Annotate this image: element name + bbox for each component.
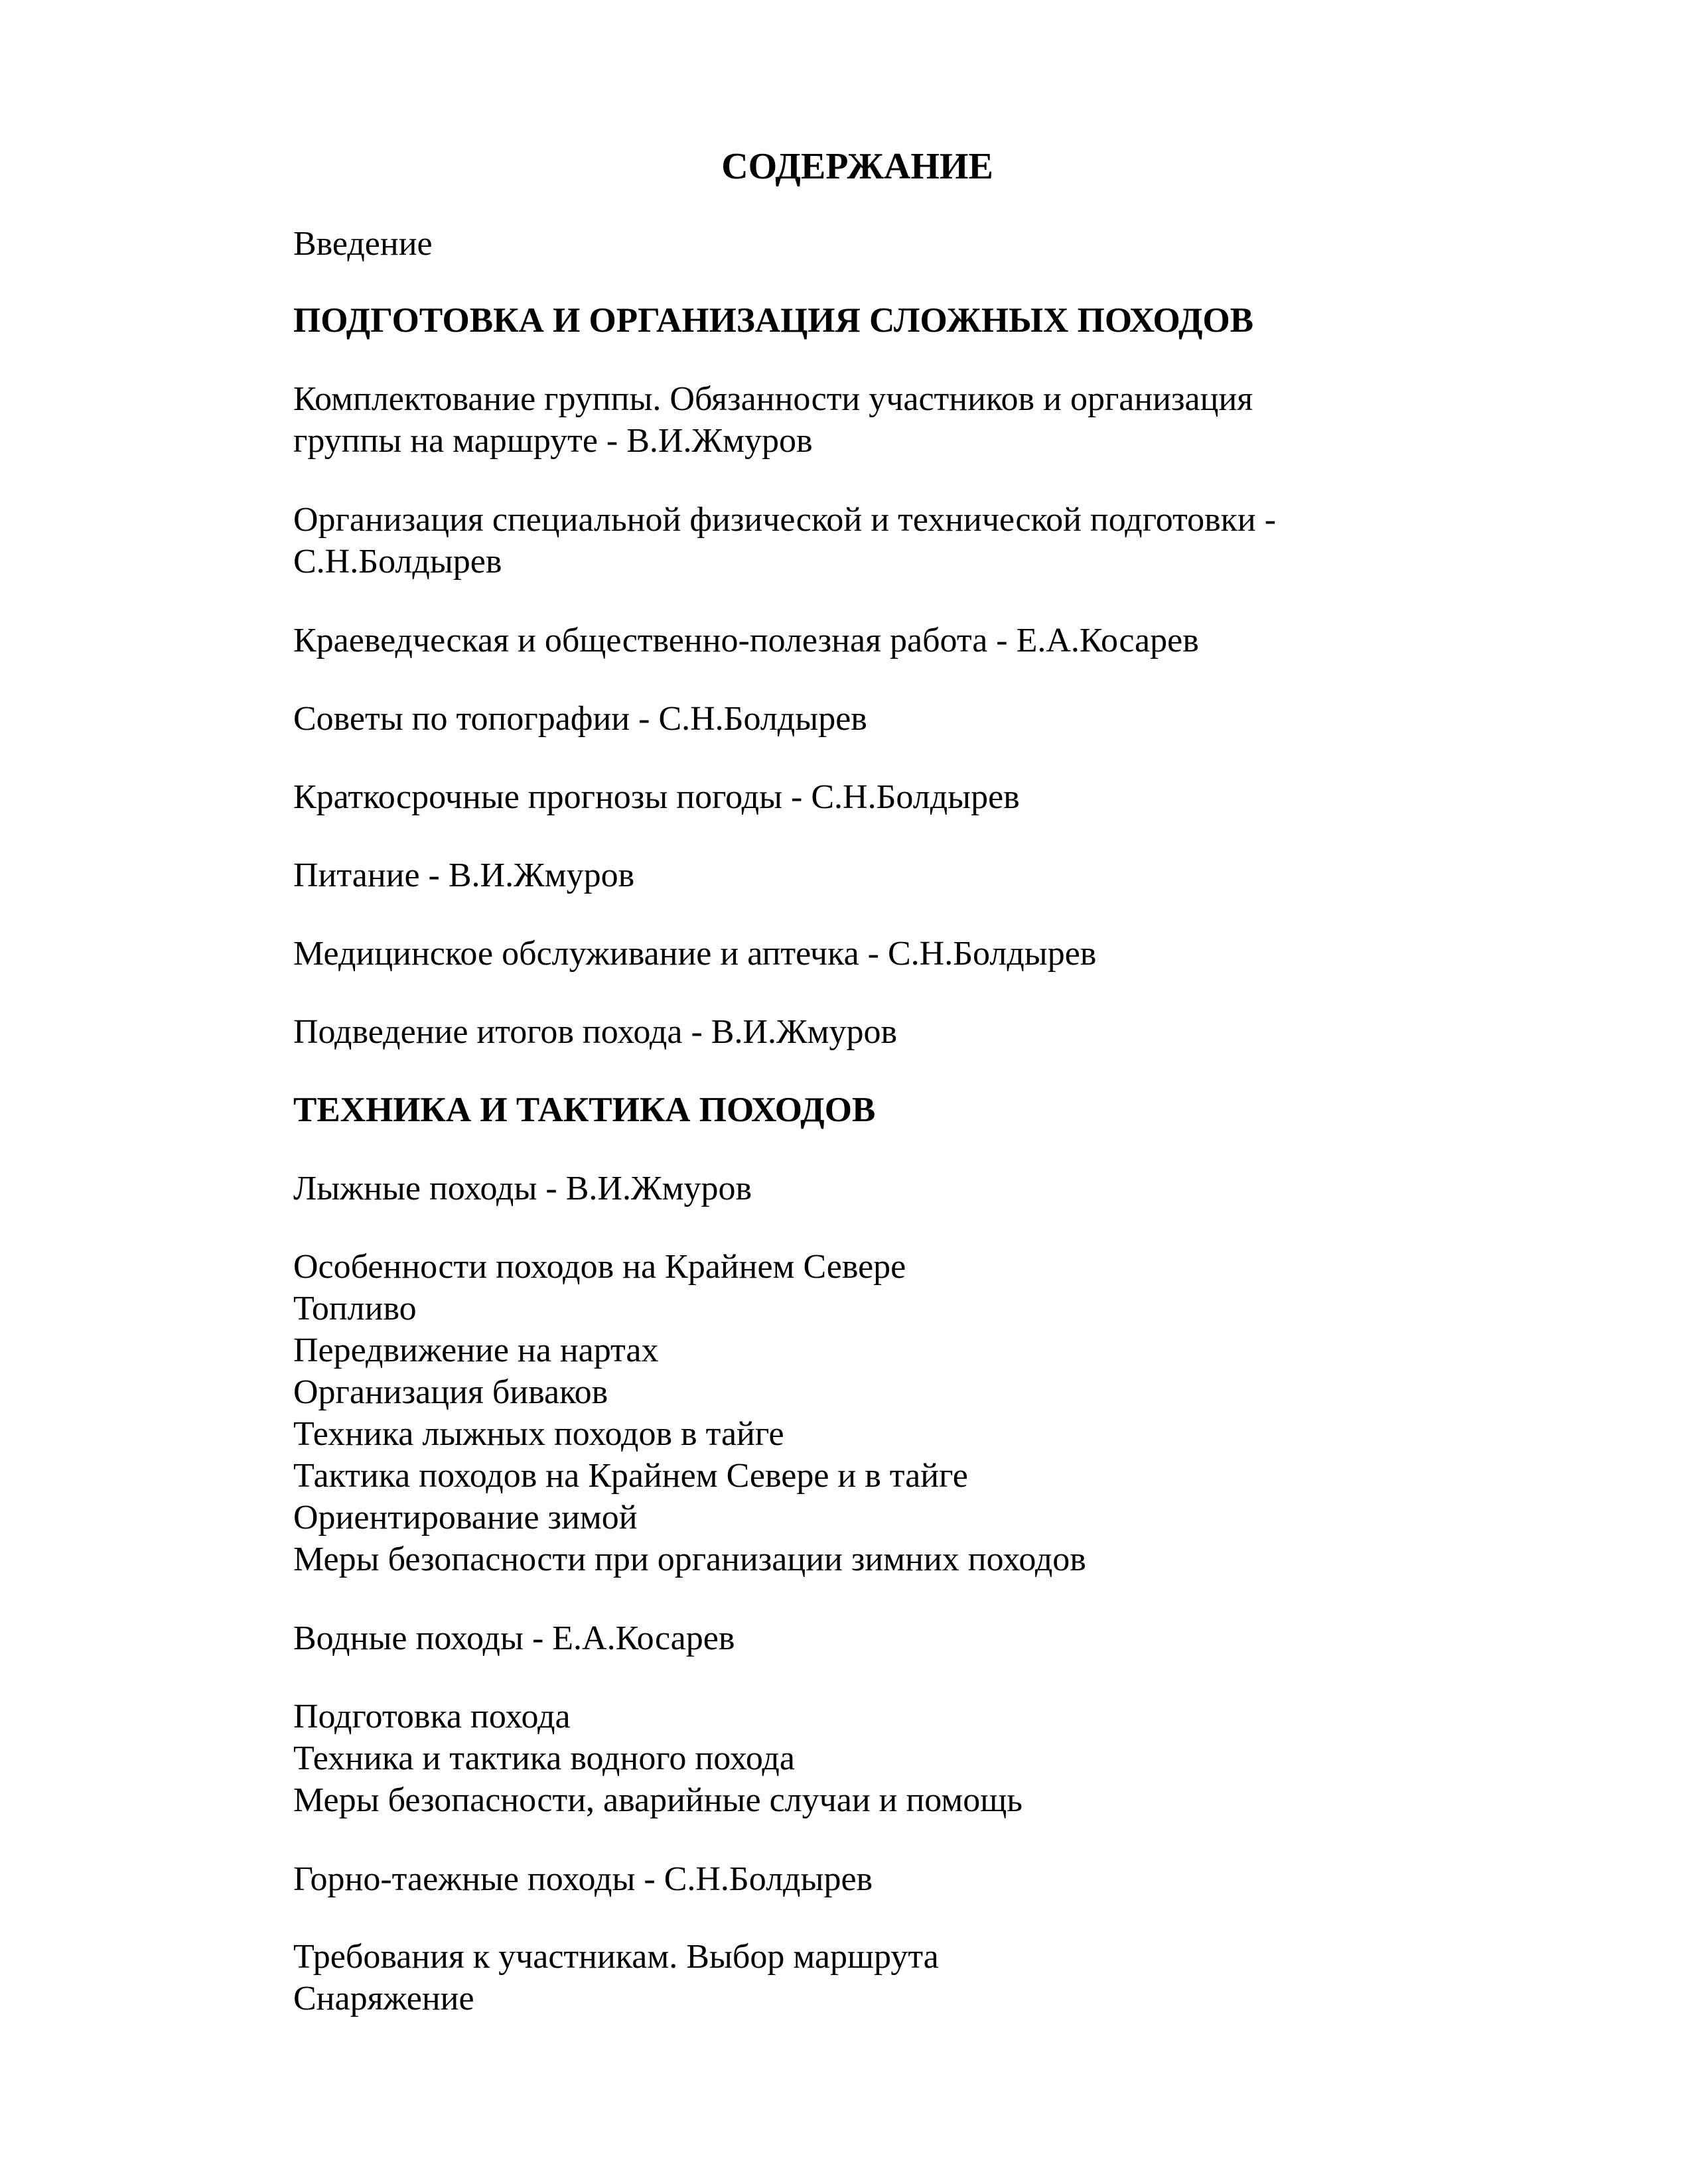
toc-item: Требования к участникам. Выбор маршрута [293,1938,939,1976]
toc-subsection-water: Водные походы - Е.А.Косарев [293,1619,735,1657]
toc-intro: Введение [293,225,433,263]
toc-item: Топливо [293,1290,417,1328]
toc-item: Подведение итогов похода - В.И.Жмуров [293,1013,898,1051]
toc-item: Комплектование группы. Обязанности участников и организация [293,380,1253,418]
toc-item: Техника и тактика водного похода [293,1740,795,1777]
page-title: СОДЕРЖАНИЕ [721,146,993,187]
toc-item: Питание - В.И.Жмуров [293,856,635,894]
toc-item: Техника лыжных походов в тайге [293,1415,784,1453]
section-heading-technique: ТЕХНИКА И ТАКТИКА ПОХОДОВ [293,1091,876,1129]
toc-item: Особенности походов на Крайнем Севере [293,1248,906,1286]
toc-item: Подготовка похода [293,1698,571,1736]
toc-subsection-ski: Лыжные походы - В.И.Жмуров [293,1170,752,1207]
toc-item: Краеведческая и общественно-полезная работа - Е.А.Косарев [293,622,1199,659]
toc-item: группы на маршруте - В.И.Жмуров [293,422,813,460]
toc-item: Тактика походов на Крайнем Севере и в тайге [293,1457,968,1495]
toc-subsection-mountain: Горно-таежные походы - С.Н.Болдырев [293,1860,873,1898]
toc-item: Медицинское обслуживание и аптечка - С.Н.Болдырев [293,935,1097,973]
toc-item: Меры безопасности, аварийные случаи и помощь [293,1781,1022,1819]
toc-item: Краткосрочные прогнозы погоды - С.Н.Болдырев [293,778,1020,816]
toc-item: Снаряжение [293,1980,474,2017]
toc-item: С.Н.Болдырев [293,543,502,580]
toc-item: Организация биваков [293,1373,608,1411]
toc-item: Организация специальной физической и технической подготовки - [293,501,1277,539]
toc-item: Советы по топографии - С.Н.Болдырев [293,700,867,738]
toc-item: Ориентирование зимой [293,1499,638,1536]
section-heading-preparation: ПОДГОТОВКА И ОРГАНИЗАЦИЯ СЛОЖНЫХ ПОХОДОВ [293,301,1254,340]
toc-item: Передвижение на нартах [293,1331,659,1369]
toc-item: Меры безопасности при организации зимних походов [293,1540,1086,1578]
